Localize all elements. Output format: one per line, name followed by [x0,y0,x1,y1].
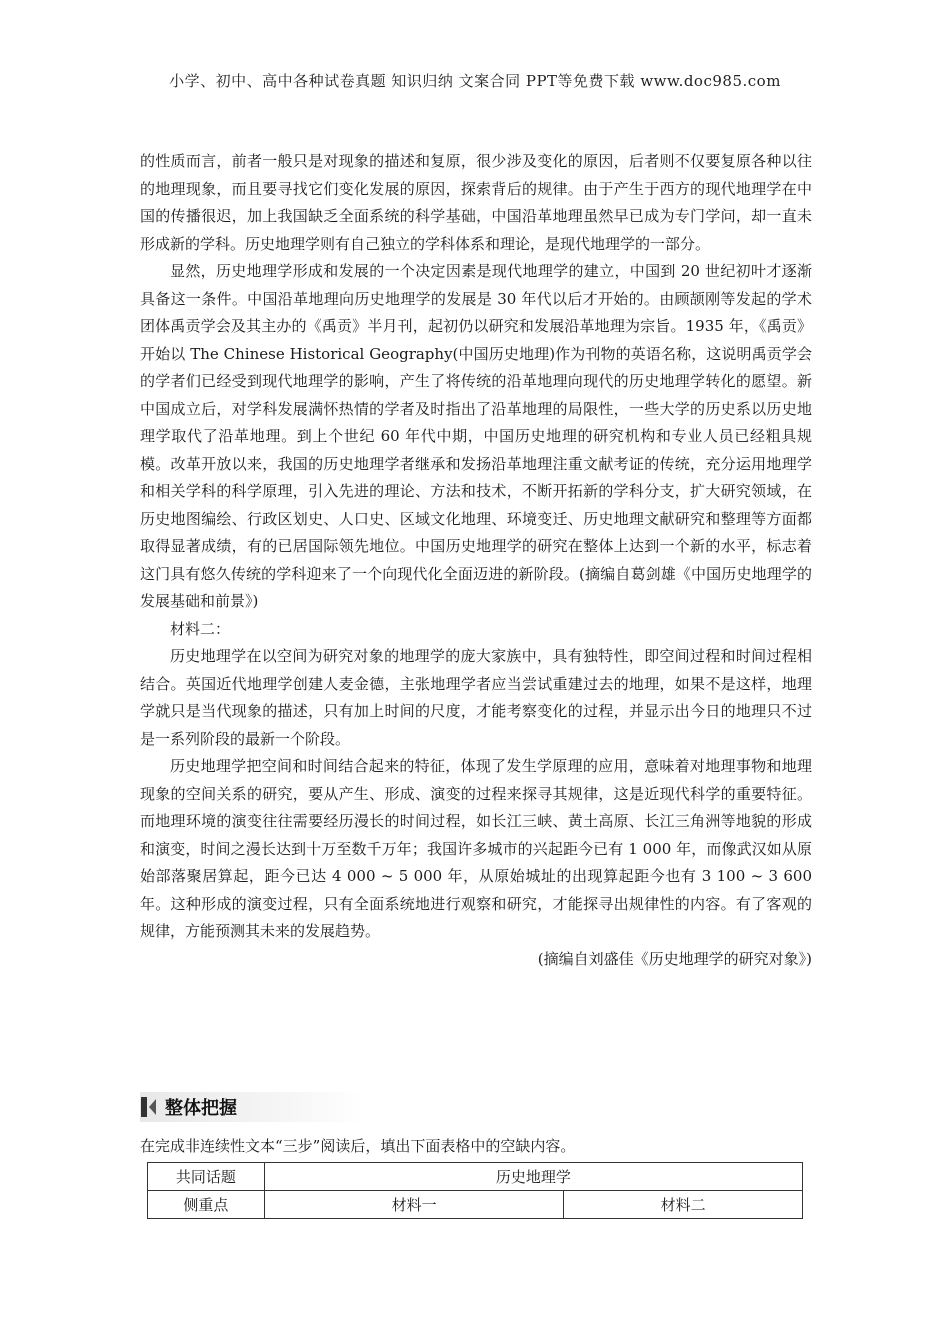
table-cell-material-1: 材料一 [264,1191,564,1219]
table-cell-topic-value: 历史地理学 [264,1163,802,1191]
table-cell-topic-label: 共同话题 [148,1163,265,1191]
table-cell-material-2: 材料二 [564,1191,803,1219]
page-header-banner: 小学、初中、高中各种试卷真题 知识归纳 文案合同 PPT等免费下载 www.doc985.com [169,72,781,90]
section-title: 整体把握 [165,1098,237,1119]
source-citation: (摘编自刘盛佳《历史地理学的研究对象》) [537,949,812,968]
paragraph-2: 显然，历史地理学形成和发展的一个决定因素是现代地理学的建立，中国到 20 世纪初叶才逐渐具备这一条件。中国沿革地理向历史地理学的发展是 30 年代以后才开始的。由顾颉刚等发起的学术团体禹贡学会及其主办的《禹贡》半月刊，起初仍以研究和发展沿革地理为宗旨。1935 年，《禹贡》开始以 The Chinese Historical Geography(中国历史地理)作为刊物的英语名称，这说明禹贡学会的学者们已经受到现代地理学的影响，产生了将传统的沿革地理向现代的历史地理学转化的愿望。新中国成立后，对学科发展满怀热情的学者及时指出了沿革地理的局限性，一些大学的历史系以历史地理学取代了沿革地理。到上个世纪 60 年代中期，中国历史地理的研究机构和专业人员已经粗具规模。改革开放以来，我国的历史地理学者继承和发扬沿革地理注重文献考证的传统，充分运用地理学和相关学科的科学原理，引入先进的理论、方法和技术，不断开拓新的学科分支，扩大研究领域，在历史地图编绘、行政区划史、人口史、区域文化地理、环境变迁、历史地理文献研究和整理等方面都取得显著成绩，有的已居国际领先地位。中国历史地理学的研究在整体上达到一个新的水平，标志着这门具有悠久传统的学科迎来了一个向现代化全面迈进的新阶段。(摘编自葛剑雄《中国历史地理学的发展基础和前景》) [140,262,812,610]
passage-body [140,148,812,973]
section-marker-icon [141,1097,157,1117]
summary-table [147,1162,803,1219]
table-cell-focus-label: 侧重点 [148,1191,265,1219]
table-row [148,1191,803,1219]
material-2-label: 材料二： [170,619,231,638]
paragraph-1: 的性质而言，前者一般只是对现象的描述和复原，很少涉及变化的原因，后者则不仅要复原各种以往的地理现象，而且要寻找它们变化发展的原因，探索背后的规律。由于产生于西方的现代地理学在中国的传播很迟，加上我国缺乏全面系统的科学基础，中国沿革地理虽然早已成为专门学问，却一直未形成新的学科。历史地理学则有自己独立的学科体系和理论，是现代地理学的一部分。 [140,152,812,253]
section-header [140,1092,365,1122]
paragraph-3: 历史地理学在以空间为研究对象的地理学的庞大家族中，具有独特性，即空间过程和时间过程相结合。英国近代地理学创建人麦金德，主张地理学者应当尝试重建过去的地理，如果不是这样，地理学就只是当代现象的描述，只有加上时间的尺度，才能考察变化的过程，并显示出今日的地理只不过是一系列阶段的最新一个阶段。 [140,647,812,748]
instruction-text: 在完成非连续性文本“三步”阅读后，填出下面表格中的空缺内容。 [140,1137,576,1155]
paragraph-4: 历史地理学把空间和时间结合起来的特征，体现了发生学原理的应用，意味着对地理事物和地理现象的空间关系的研究，要从产生、形成、演变的过程来探寻其规律，这是近现代科学的重要特征。而地理环境的演变往往需要经历漫长的时间过程，如长江三峡、黄土高原、长江三角洲等地貌的形成和演变，时间之漫长达到十万至数千万年；我国许多城市的兴起距今已有 1 000 年，而像武汉如从原始部落聚居算起，距今已达 4 000 ~ 5 000 年，从原始城址的出现算起距今也有 3 100 ~ 3 600 年。这种形成的演变过程，只有全面系统地进行观察和研究，才能探寻出规律性的内容。有了客观的规律，方能预测其未来的发展趋势。 [140,757,812,940]
table-row [148,1163,803,1191]
